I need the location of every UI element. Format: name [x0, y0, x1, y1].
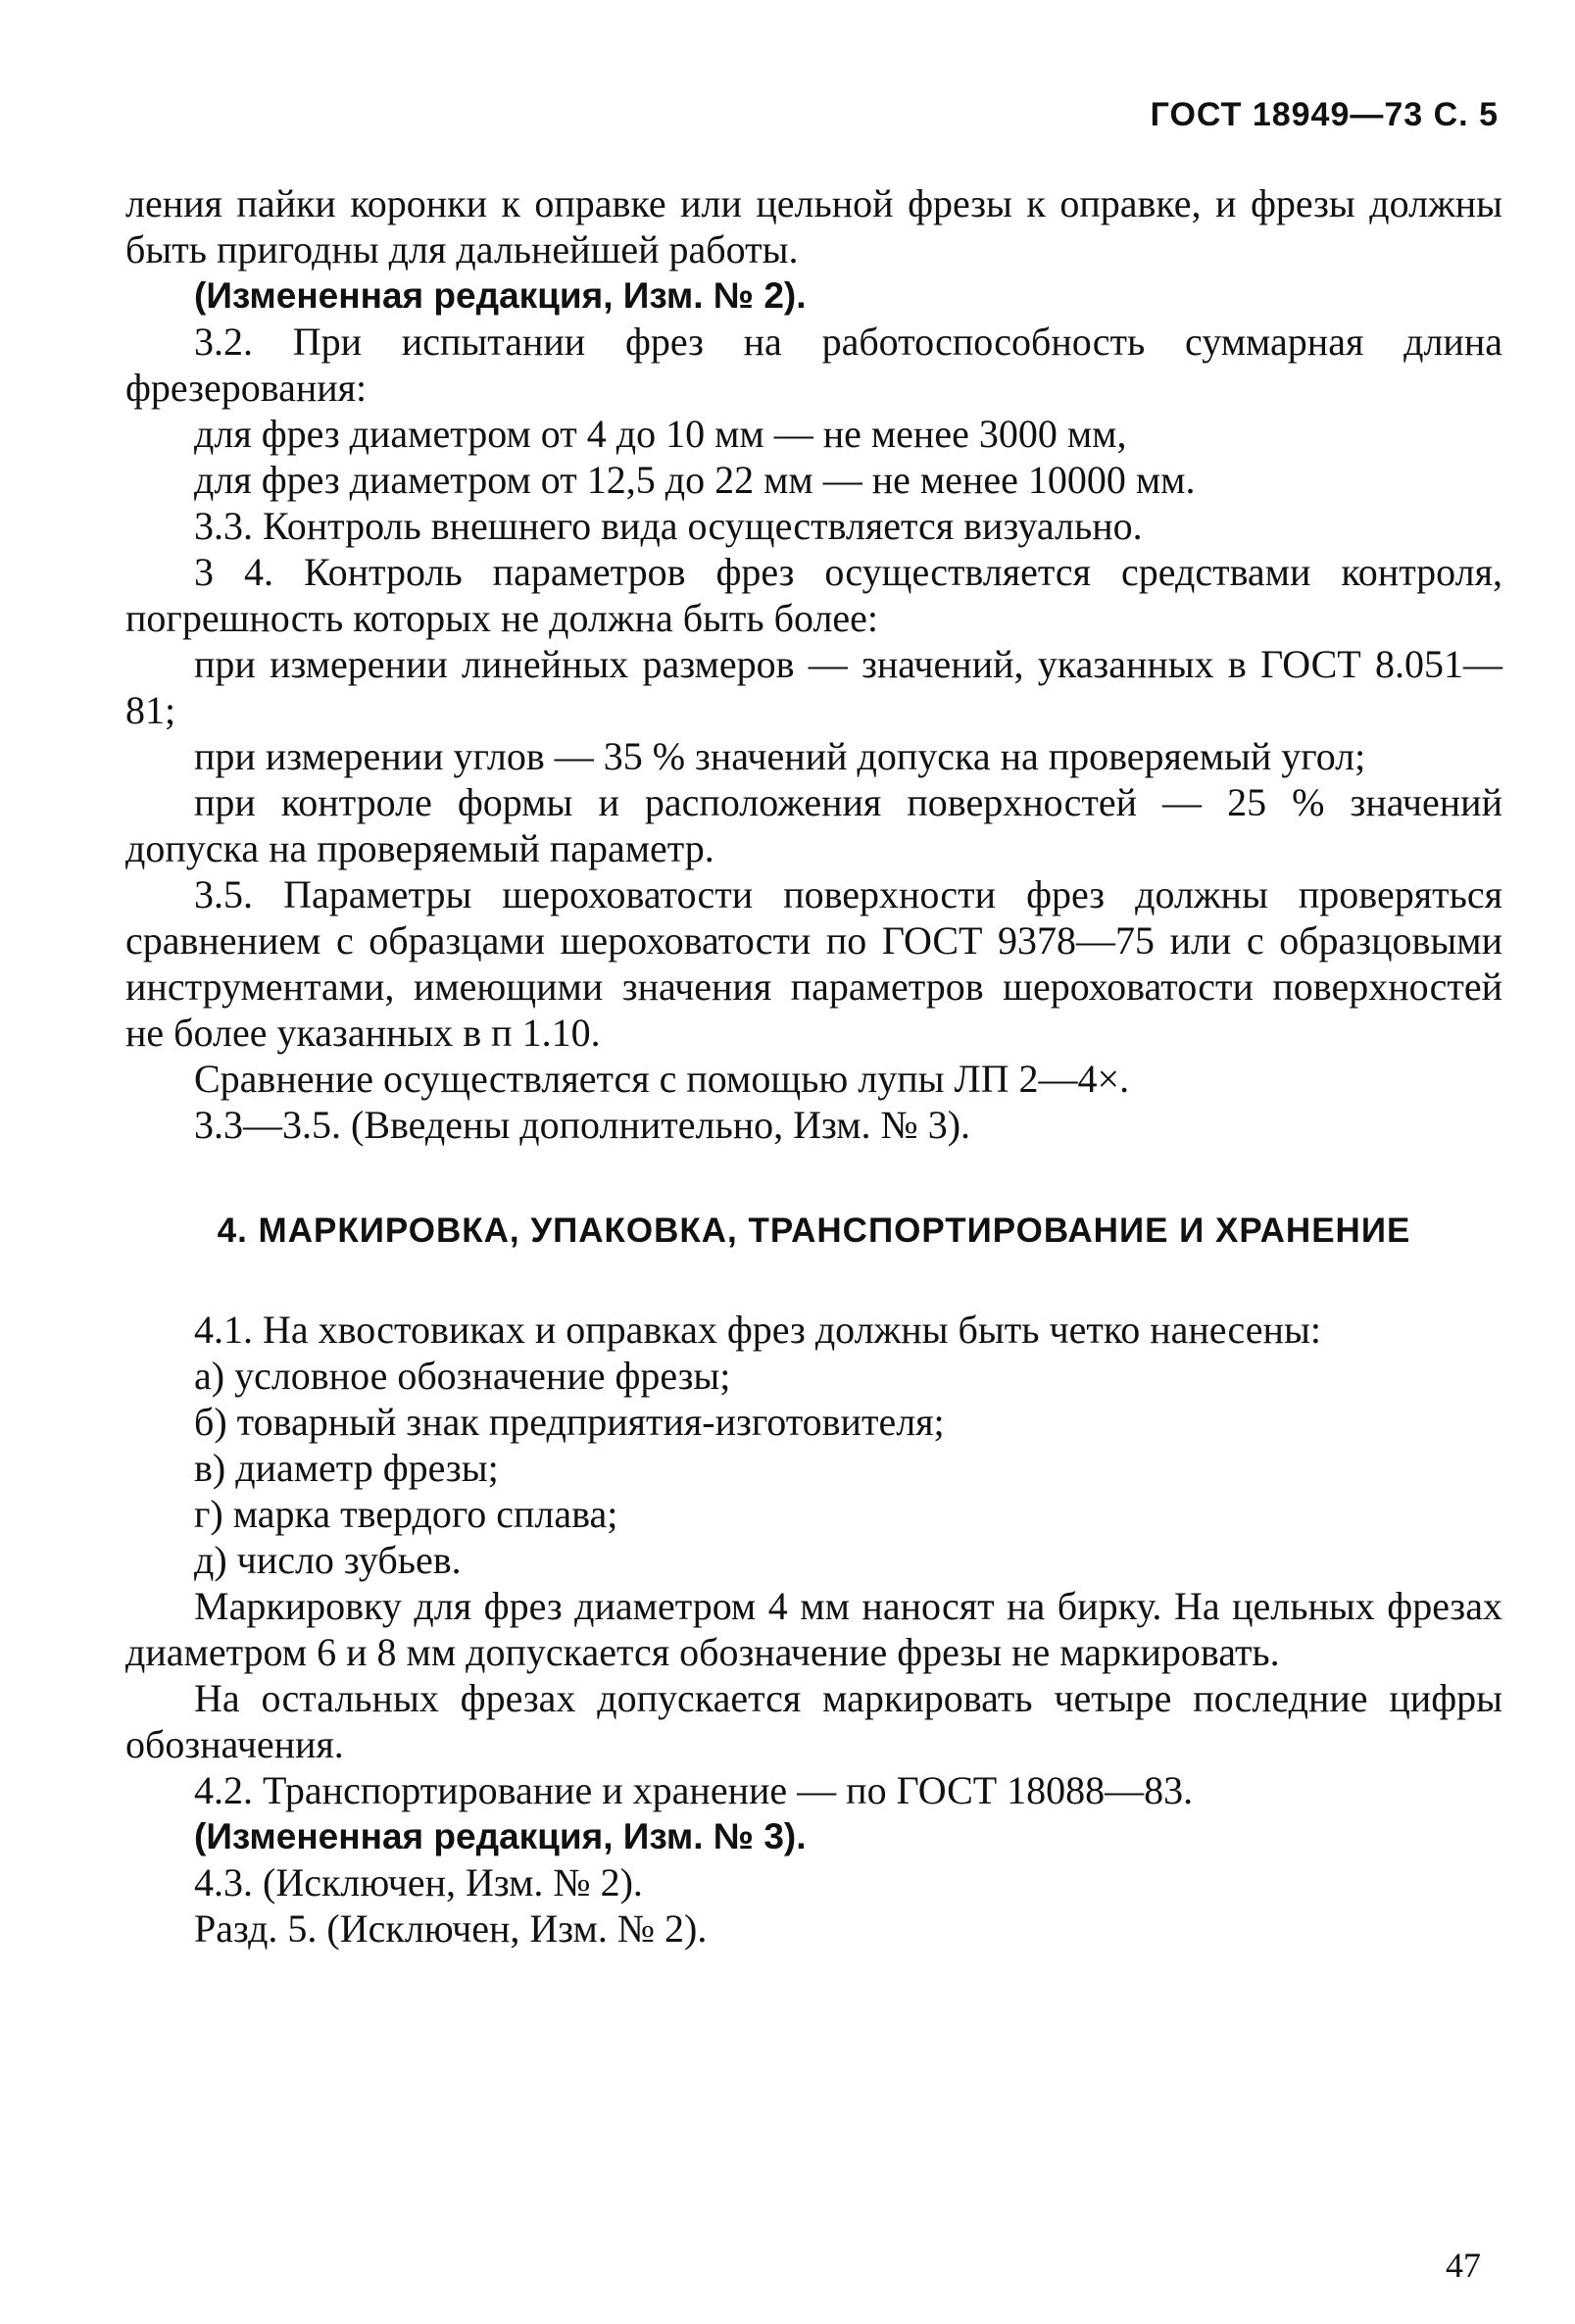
paragraph: 3.5. Параметры шероховатости поверхности фрез должны проверяться сравнением с образцами шероховатости по ГОСТ 9378—75 или с образцовыми инструментами, имеющими значения параметров шероховатости поверхностей не более указанных в п 1.10.	[125, 872, 1502, 1055]
paragraph: 4.3. (Исключен, Изм. № 2).	[194, 1860, 643, 1904]
paragraph: Разд. 5. (Исключен, Изм. № 2).	[194, 1906, 708, 1951]
paragraph: в) диаметр фрезы;	[194, 1446, 499, 1490]
paragraph: (Измененная редакция, Изм. № 2).	[194, 275, 807, 316]
paragraph: б) товарный знак предприятия-изготовителя;	[194, 1400, 945, 1444]
clause-list-4	[125, 1307, 1502, 1952]
paragraph: для фрез диаметром от 4 до 10 мм — не менее 3000 мм,	[194, 412, 1127, 456]
document-body	[125, 180, 1502, 1952]
running-header: ГОСТ 18949—73 С. 5	[1150, 96, 1499, 133]
paragraph: 3.3. Контроль внешнего вида осуществляется визуально.	[194, 504, 1143, 548]
section-heading: 4. МАРКИРОВКА, УПАКОВКА, ТРАНСПОРТИРОВАНИЕ И ХРАНЕНИЕ	[217, 1211, 1411, 1250]
paragraph: 4.2. Транспортирование и хранение — по ГОСТ 18088—83.	[194, 1768, 1194, 1812]
clause-list-3	[125, 180, 1502, 1148]
paragraph: при измерении линейных размеров — значений, указанных в ГОСТ 8.051—81;	[125, 642, 1502, 732]
paragraph: 3 4. Контроль параметров фрез осуществляется средствами контроля, погрешность которых не должна быть более:	[125, 550, 1502, 640]
paragraph: для фрез диаметром от 12,5 до 22 мм — не менее 10000 мм.	[194, 458, 1196, 502]
paragraph: 4.1. На хвостовиках и оправках фрез должны быть четко нанесены:	[194, 1308, 1321, 1352]
paragraph: 3.2. При испытании фрез на работоспособность суммарная длина фрезерования:	[125, 320, 1502, 410]
paragraph: г) марка твердого сплава;	[194, 1492, 618, 1536]
paragraph: при измерении углов — 35 % значений допуска на проверяемый угол;	[194, 734, 1366, 778]
paragraph: (Измененная редакция, Изм. № 3).	[194, 1816, 807, 1856]
paragraph: 3.3—3.5. (Введены дополнительно, Изм. № 3).	[194, 1103, 971, 1147]
paragraph: а) условное обозначение фрезы;	[194, 1354, 731, 1398]
paragraph: д) число зубьев.	[194, 1538, 462, 1582]
paragraph: Маркировку для фрез диаметром 4 мм наносят на бирку. На цельных фрезах диаметром 6 и 8 мм допускается обозначение фрезы не маркировать.	[125, 1584, 1502, 1674]
paragraph: Сравнение осуществляется с помощью лупы ЛП 2—4×.	[194, 1057, 1130, 1101]
page-number: 47	[1446, 2246, 1481, 2285]
paragraph: ления пайки коронки к оправке или цельной фрезы к оправке, и фрезы должны быть пригодны для дальнейшей работы.	[125, 181, 1502, 272]
paragraph: при контроле формы и расположения поверхностей — 25 % значений допуска на проверяемый параметр.	[125, 780, 1502, 870]
paragraph: На остальных фрезах допускается маркировать четыре последние цифры обозначения.	[125, 1676, 1502, 1766]
